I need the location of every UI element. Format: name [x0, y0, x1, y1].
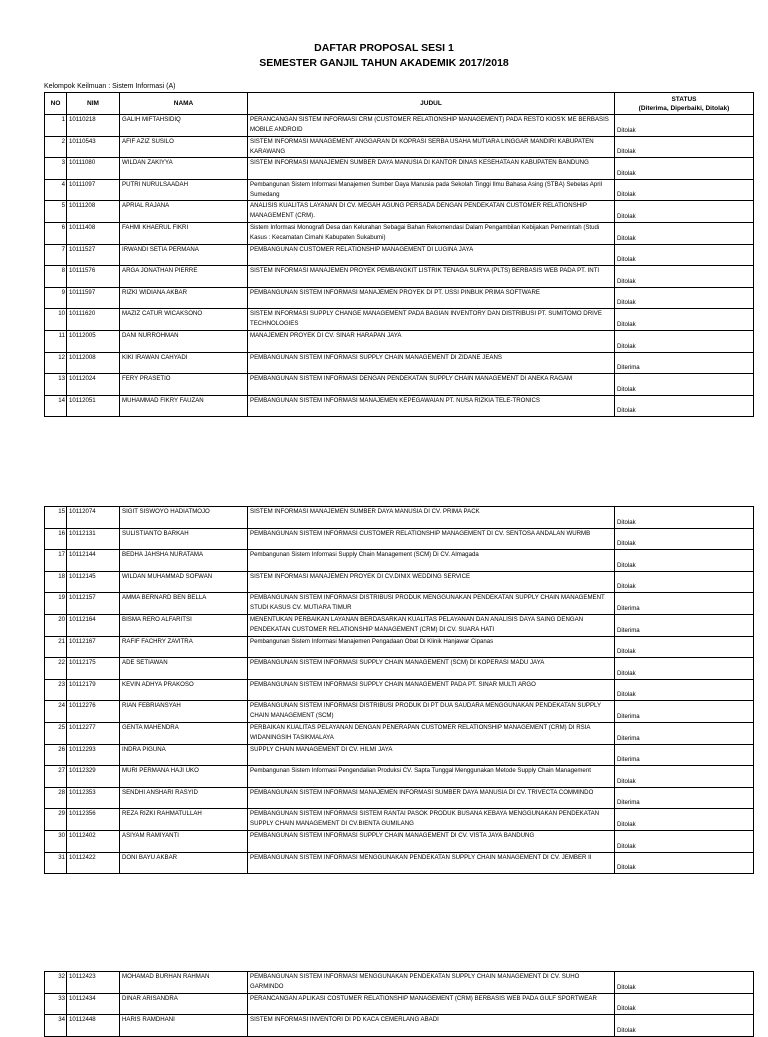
cell-status: Ditolak [615, 266, 754, 288]
cell-nim: 10111080 [67, 158, 120, 180]
proposal-table-page-3 [44, 971, 754, 1037]
document-title: DAFTAR PROPOSAL SESI 1 [314, 42, 454, 54]
cell-no: 14 [45, 395, 67, 417]
cell-judul: PEMBANGUNAN SISTEM INFORMASI SUPPLY CHAIN MANAGEMENT DI CV. VISTA JAYA BANDUNG [248, 830, 615, 852]
cell-judul: SISTEM INFORMASI SUPPLY CHANGE MANAGEMENT PADA BAGIAN INVENTORY DAN DISTRIBUSI PT. SUMITOMO DRIVE TECHNOLOGIES [248, 309, 615, 331]
proposal-table-page-1 [44, 92, 754, 417]
cell-no: 24 [45, 701, 67, 723]
cell-nama: WILDAN ZAKIYYA [120, 158, 248, 180]
table-row [45, 266, 754, 288]
table-body [45, 115, 754, 417]
cell-status: Ditolak [615, 571, 754, 593]
header-nama: NAMA [120, 93, 248, 115]
table-row [45, 330, 754, 352]
cell-nama: SENDHI ANSHARI RASYID [120, 787, 248, 809]
cell-nim: 10112024 [67, 374, 120, 396]
cell-status: Diterima [615, 722, 754, 744]
table-row [45, 374, 754, 396]
cell-status: Ditolak [615, 658, 754, 680]
cell-no: 15 [45, 507, 67, 529]
cell-nim: 10112293 [67, 744, 120, 766]
cell-nama: SIGIT SISWOYO HADIATMOJO [120, 507, 248, 529]
table-row [45, 115, 754, 137]
table-row [45, 1015, 754, 1037]
cell-judul: PEMBANGUNAN SISTEM INFORMASI MANAJEMEN INFORMASI SUMBER DAYA MANUSIA DI CV. TRIVECTA COMMINDO [248, 787, 615, 809]
cell-nama: PUTRI NURULSAADAH [120, 179, 248, 201]
cell-no: 20 [45, 614, 67, 636]
cell-status: Ditolak [615, 158, 754, 180]
cell-status: Ditolak [615, 287, 754, 309]
table-row [45, 993, 754, 1015]
cell-status: Ditolak [615, 309, 754, 331]
cell-nama: RAFIF FACHRY ZAVITRA [120, 636, 248, 658]
table-row [45, 701, 754, 723]
cell-status: Ditolak [615, 766, 754, 788]
table-row [45, 136, 754, 158]
cell-judul: PEMBANGUNAN SISTEM INFORMASI SUPPLY CHAIN MANAGEMENT (SCM) DI KOPERASI MADU JAYA [248, 658, 615, 680]
cell-no: 32 [45, 972, 67, 994]
cell-nama: ASIYAM RAMIYANTI [120, 830, 248, 852]
cell-nama: FAHMI KHAERUL FIKRI [120, 222, 248, 244]
cell-no: 12 [45, 352, 67, 374]
cell-status: Ditolak [615, 136, 754, 158]
cell-status: Ditolak [615, 830, 754, 852]
header-status [615, 93, 754, 115]
cell-no: 29 [45, 809, 67, 831]
cell-no: 31 [45, 852, 67, 874]
cell-judul: SISTEM INFORMASI MANAJEMEN PROYEK PEMBANGKIT LISTRIK TENAGA SURYA (PLTS) BERBASIS WEB PADA PT. INTI [248, 266, 615, 288]
cell-judul: MENENTUKAN PERBAIKAN LAYANAN BERDASARKAN KUALITAS PELAYANAN DAN ANALISIS DAYA SAING DENGAN PENDEKATAN CUSTOMER RELATIONSHIP MANAGEMENT (CRM) DI CV. SUARA HATI [248, 614, 615, 636]
cell-status: Ditolak [615, 507, 754, 529]
cell-nama: DINAR ARISANDRA [120, 993, 248, 1015]
cell-nim: 10112005 [67, 330, 120, 352]
cell-nim: 10112423 [67, 972, 120, 994]
cell-no: 11 [45, 330, 67, 352]
cell-judul: PEMBANGUNAN SISTEM INFORMASI MANAJEMEN KEPEGAWAIAN PT. NUSA RIZKIA TELE-TRONICS [248, 395, 615, 417]
cell-status: Diterima [615, 352, 754, 374]
cell-nama: SULISTIANTO BARKAH [120, 528, 248, 550]
header-judul: JUDUL [248, 93, 615, 115]
cell-judul: Sistem Informasi Monografi Desa dan Kelurahan Sebagai Bahan Rekomendasi Dalam Pengambilan Kebijakan Pemerintah (Studi Kasus : Kecamatan Cimahi Kabupaten Sukabumi) [248, 222, 615, 244]
cell-nim: 10112051 [67, 395, 120, 417]
cell-nim: 10112145 [67, 571, 120, 593]
cell-no: 2 [45, 136, 67, 158]
cell-judul: SUPPLY CHAIN MANAGEMENT DI CV. HILMI JAYA [248, 744, 615, 766]
cell-status: Ditolak [615, 244, 754, 266]
cell-nama: GALIH MIFTAHSIDIQ [120, 115, 248, 137]
cell-nama: REZA RIZKI RAHMATULLAH [120, 809, 248, 831]
cell-nama: KEVIN ADHYA PRAKOSO [120, 679, 248, 701]
cell-judul: SISTEM INFORMASI MANAJEMEN SUMBER DAYA MANUSIA DI KANTOR DINAS KESEHATAAN KABUPATEN BANDUNG [248, 158, 615, 180]
cell-judul: SISTEM INFORMASI MANAGEMENT ANGGARAN DI KOPRASI SERBA USAHA MUTIARA LINGGAR MANDIRI KABUPATEN KARAWANG [248, 136, 615, 158]
cell-nama: MURI PERMANA HAJI UKO [120, 766, 248, 788]
table-row [45, 179, 754, 201]
cell-status: Ditolak [615, 330, 754, 352]
cell-status: Ditolak [615, 636, 754, 658]
cell-judul: SISTEM INFORMASI INVENTORI DI PD KACA CEMERLANG ABADI [248, 1015, 615, 1037]
cell-nama: DANI NURROHMAN [120, 330, 248, 352]
table-row [45, 550, 754, 572]
cell-nim: 10110543 [67, 136, 120, 158]
cell-status: Ditolak [615, 993, 754, 1015]
cell-nim: 10111576 [67, 266, 120, 288]
cell-judul: PEMBANGUNAN SISTEM INFORMASI SUPPLY CHAIN MANAGEMENT PADA PT. SINAR MULTI ARGO [248, 679, 615, 701]
cell-nama: RIAN FEBRIANSYAH [120, 701, 248, 723]
cell-judul: PEMBANGUNAN SISTEM INFORMASI CUSTOMER RELATIONSHIP MANAGEMENT DI CV. SENTOSA ANDALAN WURMB [248, 528, 615, 550]
cell-status: Ditolak [615, 395, 754, 417]
cell-status: Ditolak [615, 809, 754, 831]
cell-nama: MOHAMAD BURHAN RAHMAN [120, 972, 248, 994]
cell-nim: 10112157 [67, 593, 120, 615]
cell-no: 27 [45, 766, 67, 788]
cell-no: 17 [45, 550, 67, 572]
cell-nim: 10111597 [67, 287, 120, 309]
cell-status: Ditolak [615, 179, 754, 201]
table-row [45, 744, 754, 766]
table-row [45, 679, 754, 701]
cell-judul: PERANCANGAN SISTEM INFORMASI CRM (CUSTOMER RELATIONSHIP MANAGEMENT) PADA RESTO KIOS'K ME BERBASIS MOBILE ANDROID [248, 115, 615, 137]
cell-nim: 10112277 [67, 722, 120, 744]
cell-nim: 10111527 [67, 244, 120, 266]
table-row [45, 852, 754, 874]
cell-nama: RIZKI WIDIANA AKBAR [120, 287, 248, 309]
cell-judul: PEMBANGUNAN SISTEM INFORMASI MANAJEMEN PROYEK DI PT. USSI PINBUK PRIMA SOFTWARE [248, 287, 615, 309]
cell-nama: HARIS RAMDHANI [120, 1015, 248, 1037]
cell-nim: 10112422 [67, 852, 120, 874]
cell-status: Diterima [615, 701, 754, 723]
cell-nama: IRWANDI SETIA PERMANA [120, 244, 248, 266]
cell-nim: 10112276 [67, 701, 120, 723]
cell-no: 1 [45, 115, 67, 137]
cell-judul: PEMBANGUNAN SISTEM INFORMASI MENGGUNAKAN PENDEKATAN SUPPLY CHAIN MANAGEMENT DI CV. JEMBER II [248, 852, 615, 874]
cell-judul: PEMBANGUNAN SISTEM INFORMASI DISTRIBUSI PRODUK MENGGUNAKAN PENDEKATAN SUPPLY CHAIN MANAGEMENT STUDI KASUS CV. MUTIARA TIMUR [248, 593, 615, 615]
cell-nim: 10112008 [67, 352, 120, 374]
cell-no: 33 [45, 993, 67, 1015]
cell-nama: INDRA PIGUNA [120, 744, 248, 766]
cell-nama: WILDAN MUHAMMAD SOFWAN [120, 571, 248, 593]
cell-nim: 10112179 [67, 679, 120, 701]
cell-nama: ARGA JONATHAN PIERRE [120, 266, 248, 288]
table-row [45, 614, 754, 636]
header-status-options: (Diterima, Diperbaiki, Ditolak) [638, 104, 730, 112]
cell-status: Ditolak [615, 679, 754, 701]
table-row [45, 244, 754, 266]
table-row [45, 395, 754, 417]
cell-status: Ditolak [615, 550, 754, 572]
cell-nama: MUHAMMAD FIKRY FAUZAN [120, 395, 248, 417]
cell-no: 30 [45, 830, 67, 852]
table-body [45, 972, 754, 1037]
cell-nim: 10112074 [67, 507, 120, 529]
cell-nim: 10112434 [67, 993, 120, 1015]
cell-nim: 10112144 [67, 550, 120, 572]
cell-judul: PEMBANGUNAN SISTEM INFORMASI SUPPLY CHAIN MANAGEMENT DI ZIDANE JEANS [248, 352, 615, 374]
cell-no: 34 [45, 1015, 67, 1037]
table-row [45, 201, 754, 223]
cell-no: 8 [45, 266, 67, 288]
cell-judul: MANAJEMEN PROYEK DI CV. SINAR HARAPAN JAYA [248, 330, 615, 352]
cell-no: 23 [45, 679, 67, 701]
cell-judul: Pembangunan Sistem Informasi Pengendalian Produksi CV. Sapta Tunggal Menggunakan Metode Supply Chain Management [248, 766, 615, 788]
table-row [45, 972, 754, 994]
cell-judul: PEMBANGUNAN SISTEM INFORMASI DISTRIBUSI PRODUK DI PT DUA SAUDARA MENGGUNAKAN PENDEKATAN SUPPLY CHAIN MANAGEMENT (SCM) [248, 701, 615, 723]
cell-nim: 10110218 [67, 115, 120, 137]
cell-judul: ANALISIS KUALITAS LAYANAN DI CV. MEGAH AGUNG PERSADA DENGAN PENDEKATAN CUSTOMER RELATIONSHIP MANAGEMENT (CRM). [248, 201, 615, 223]
cell-nama: DONI BAYU AKBAR [120, 852, 248, 874]
cell-judul: SISTEM INFORMASI MANAJEMEN PROYEK DI CV.DINIX WEDDING SERVICE [248, 571, 615, 593]
header-no: NO [45, 93, 67, 115]
group-label: Kelompok Keilmuan : Sistem Informasi (A) [44, 83, 176, 90]
cell-nim: 10112448 [67, 1015, 120, 1037]
cell-status: Diterima [615, 787, 754, 809]
cell-judul: SISTEM INFORMASI MANAJEMEN SUMBER DAYA MANUSIA DI CV. PRIMA PACK [248, 507, 615, 529]
cell-no: 6 [45, 222, 67, 244]
cell-nim: 10111208 [67, 201, 120, 223]
cell-no: 9 [45, 287, 67, 309]
cell-status: Ditolak [615, 374, 754, 396]
table-row [45, 636, 754, 658]
cell-status: Diterima [615, 744, 754, 766]
cell-nama: APRIAL RAJANA [120, 201, 248, 223]
cell-no: 3 [45, 158, 67, 180]
cell-nim: 10112402 [67, 830, 120, 852]
cell-nim: 10111620 [67, 309, 120, 331]
header-nim: NIM [67, 93, 120, 115]
cell-nim: 10111097 [67, 179, 120, 201]
cell-nama: GENTA MAHENDRA [120, 722, 248, 744]
cell-nim: 10111408 [67, 222, 120, 244]
cell-nim: 10112131 [67, 528, 120, 550]
cell-nim: 10112356 [67, 809, 120, 831]
header-status-label: STATUS [671, 95, 697, 103]
table-row [45, 309, 754, 331]
table-row [45, 571, 754, 593]
cell-no: 7 [45, 244, 67, 266]
cell-no: 13 [45, 374, 67, 396]
cell-status: Ditolak [615, 201, 754, 223]
cell-judul: PERBAIKAN KUALITAS PELAYANAN DENGAN PENERAPAN CUSTOMER RELATIONSHIP MANAGEMENT (CRM) DI RSIA WIDANINGSIH TASIKMALAYA [248, 722, 615, 744]
cell-no: 18 [45, 571, 67, 593]
table-row [45, 722, 754, 744]
document-subtitle: SEMESTER GANJIL TAHUN AKADEMIK 2017/2018 [259, 57, 509, 69]
cell-no: 19 [45, 593, 67, 615]
table-row [45, 528, 754, 550]
cell-nama: KIKI IRAWAN CAHYADI [120, 352, 248, 374]
cell-judul: Pembangunan Sistem Informasi Manajemen Sumber Daya Manusia pada Sekolah Tinggi Ilmu Bahasa Asing (STBA) Sebelas April Sumedang [248, 179, 615, 201]
cell-no: 16 [45, 528, 67, 550]
cell-nim: 10112175 [67, 658, 120, 680]
table-row [45, 830, 754, 852]
cell-nama: FERY PRASETIO [120, 374, 248, 396]
table-header-row [45, 93, 754, 115]
cell-no: 26 [45, 744, 67, 766]
cell-status: Ditolak [615, 852, 754, 874]
cell-status: Ditolak [615, 528, 754, 550]
cell-nim: 10112167 [67, 636, 120, 658]
table-body [45, 507, 754, 874]
cell-judul: PEMBANGUNAN SISTEM INFORMASI SISTEM RANTAI PASOK PRODUK BUSANA KEBAYA MENGGUNAKAN PENDEKATAN SUPPLY CHAIN MANAGEMENT DI CV.BIENTA GUMILANG [248, 809, 615, 831]
cell-no: 28 [45, 787, 67, 809]
cell-nama: AFIF AZIZ SUSILO [120, 136, 248, 158]
table-row [45, 287, 754, 309]
cell-no: 10 [45, 309, 67, 331]
cell-status: Ditolak [615, 115, 754, 137]
cell-judul: PEMBANGUNAN CUSTOMER RELATIONSHIP MANAGEMENT DI LUGINA JAYA [248, 244, 615, 266]
cell-status: Ditolak [615, 972, 754, 994]
table-row [45, 809, 754, 831]
table-row [45, 352, 754, 374]
table-row [45, 222, 754, 244]
cell-nama: BEDHA JAHSHA NURATAMA [120, 550, 248, 572]
cell-no: 21 [45, 636, 67, 658]
table-row [45, 787, 754, 809]
cell-judul: Pembangunan Sistem Informasi Supply Chain Management (SCM) Di CV. Almagada [248, 550, 615, 572]
cell-judul: PEMBANGUNAN SISTEM INFORMASI DENGAN PENDEKATAN SUPPLY CHAIN MANAGEMENT DI ANEKA RAGAM [248, 374, 615, 396]
cell-no: 5 [45, 201, 67, 223]
cell-no: 22 [45, 658, 67, 680]
cell-nama: ADE SETIAWAN [120, 658, 248, 680]
cell-nim: 10112329 [67, 766, 120, 788]
cell-nama: AMMA BERNARD BEN BELLA [120, 593, 248, 615]
table-row [45, 507, 754, 529]
cell-no: 4 [45, 179, 67, 201]
table-row [45, 593, 754, 615]
cell-status: Diterima [615, 593, 754, 615]
cell-nama: MAZIZ CATUR WICAKSONO [120, 309, 248, 331]
cell-nim: 10112353 [67, 787, 120, 809]
table-row [45, 658, 754, 680]
table-row [45, 158, 754, 180]
cell-status: Diterima [615, 614, 754, 636]
cell-judul: PERANCANGAN APLIKASI COSTUMER RELATIONSHIP MANAGEMENT (CRM) BERBASIS WEB PADA GULF SPORTWEAR [248, 993, 615, 1015]
cell-judul: PEMBANGUNAN SISTEM INFORMASI MENGGUNAKAN PENDEKATAN SUPPLY CHAIN MANAGEMENT DI CV. SUHO GARMINDO [248, 972, 615, 994]
cell-nama: BISMA RERO ALFARITSI [120, 614, 248, 636]
proposal-table-page-2 [44, 506, 754, 874]
table-row [45, 766, 754, 788]
cell-status: Ditolak [615, 222, 754, 244]
cell-status: Ditolak [615, 1015, 754, 1037]
cell-nim: 10112164 [67, 614, 120, 636]
cell-judul: Pembangunan Sistem Informasi Manajemen Pengadaan Obat Di Klinik Hanjawar Cipanas [248, 636, 615, 658]
cell-no: 25 [45, 722, 67, 744]
